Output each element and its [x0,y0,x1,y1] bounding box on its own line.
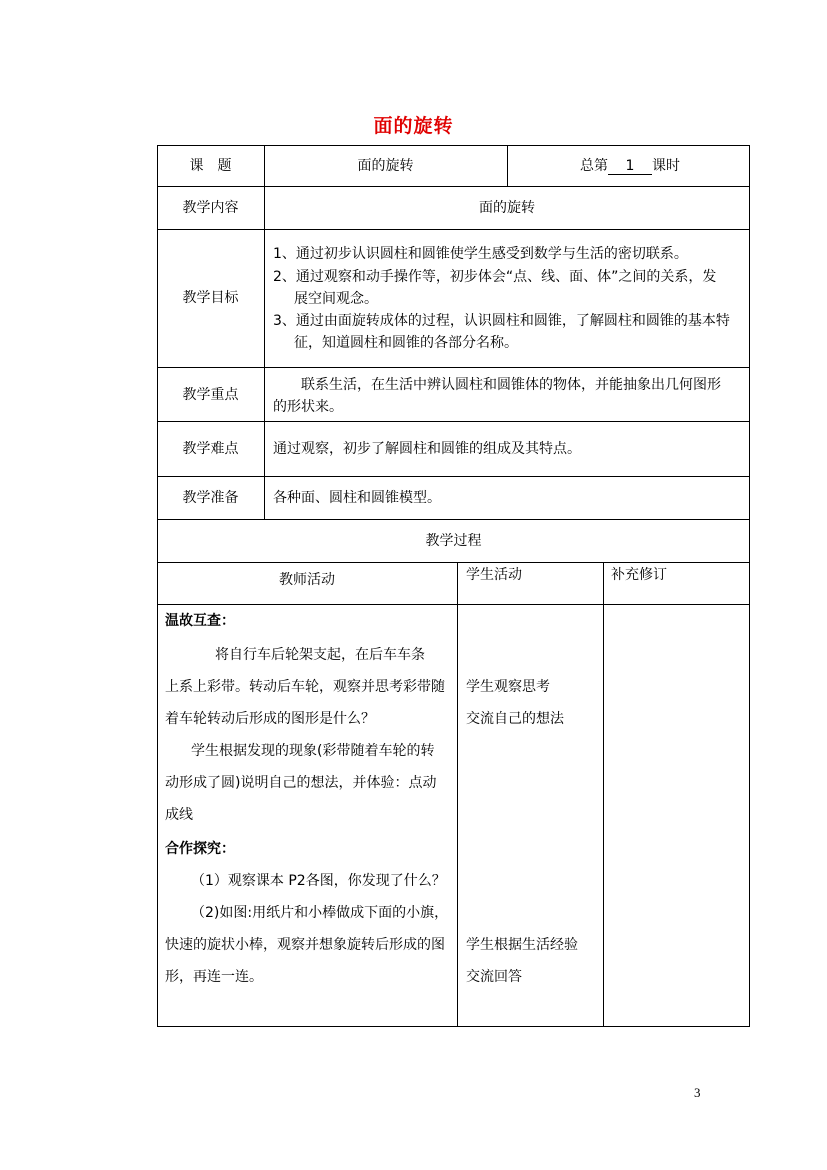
total-number: 1 [608,158,652,175]
total-suffix: 课时 [652,158,680,174]
key-line: 的形状来。 [273,399,343,415]
student-column-header: 学生活动 [466,567,522,583]
difficulty-label: 教学难点 [182,441,239,457]
student-line: 交流自己的想法 [466,711,564,727]
notes-column-header: 补充修订 [611,567,667,583]
total-prefix: 总第 [580,158,608,174]
total-lessons [580,156,680,176]
teacher-line: （2)如图:用纸片和小棒做成下面的小旗， [191,905,449,921]
teacher-line: 将自行车后轮架支起，在后车车条 [215,647,425,663]
page-number: 3 [694,1085,701,1100]
teacher-line: 动形成了圆)说明自己的想法，并体验：点动 [165,775,437,791]
teacher-line: 上系上彩带。转动后车轮，观察并思考彩带随 [165,679,445,695]
goal-line: 2、通过观察和动手操作等，初步体会“点、线、面、体”之间的关系，发 [273,269,717,285]
document-title: 面的旋转 [373,115,454,137]
teacher-line: 着车轮转动后形成的图形是什么？ [165,711,375,727]
teacher-line: 快速的旋状小棒，观察并想象旋转后形成的图 [165,937,445,953]
teacher-line: 成线 [165,807,193,823]
process-header: 教学过程 [425,533,482,549]
topic-value: 面的旋转 [357,158,414,174]
goal-line: 3、通过由面旋转成体的过程，认识圆柱和圆锥，了解圆柱和圆锥的基本特 [273,313,730,329]
prep-value: 各种面、圆柱和圆锥模型。 [273,490,441,506]
difficulty-value: 通过观察，初步了解圆柱和圆锥的组成及其特点。 [273,441,581,457]
teacher-line: 学生根据发现的现象(彩带随着车轮的转 [191,743,435,759]
key-label: 教学重点 [182,387,239,403]
section-heading-explore: 合作探究： [165,841,235,857]
teacher-line: （1）观察课本 P2各图，你发现了什么？ [191,873,446,889]
goal-line: 展空间观念。 [294,291,378,307]
student-line: 学生观察思考 [466,679,550,695]
student-line: 学生根据生活经验 [466,937,578,953]
prep-label: 教学准备 [182,490,239,506]
content-value: 面的旋转 [479,200,535,216]
goals-label: 教学目标 [182,290,239,306]
topic-label: 课 题 [189,158,232,174]
goal-line: 1、通过初步认识圆柱和圆锥使学生感受到数学与生活的密切联系。 [273,246,688,262]
goal-line: 征，知道圆柱和圆锥的各部分名称。 [294,335,518,351]
student-line: 交流回答 [466,969,522,985]
teacher-line: 形，再连一连。 [165,969,263,985]
teacher-column-header: 教师活动 [279,572,335,588]
key-line: 联系生活，在生活中辨认圆柱和圆锥体的物体，并能抽象出几何图形 [301,377,721,393]
section-heading-review: 温故互查： [165,613,235,629]
content-label: 教学内容 [182,200,239,216]
